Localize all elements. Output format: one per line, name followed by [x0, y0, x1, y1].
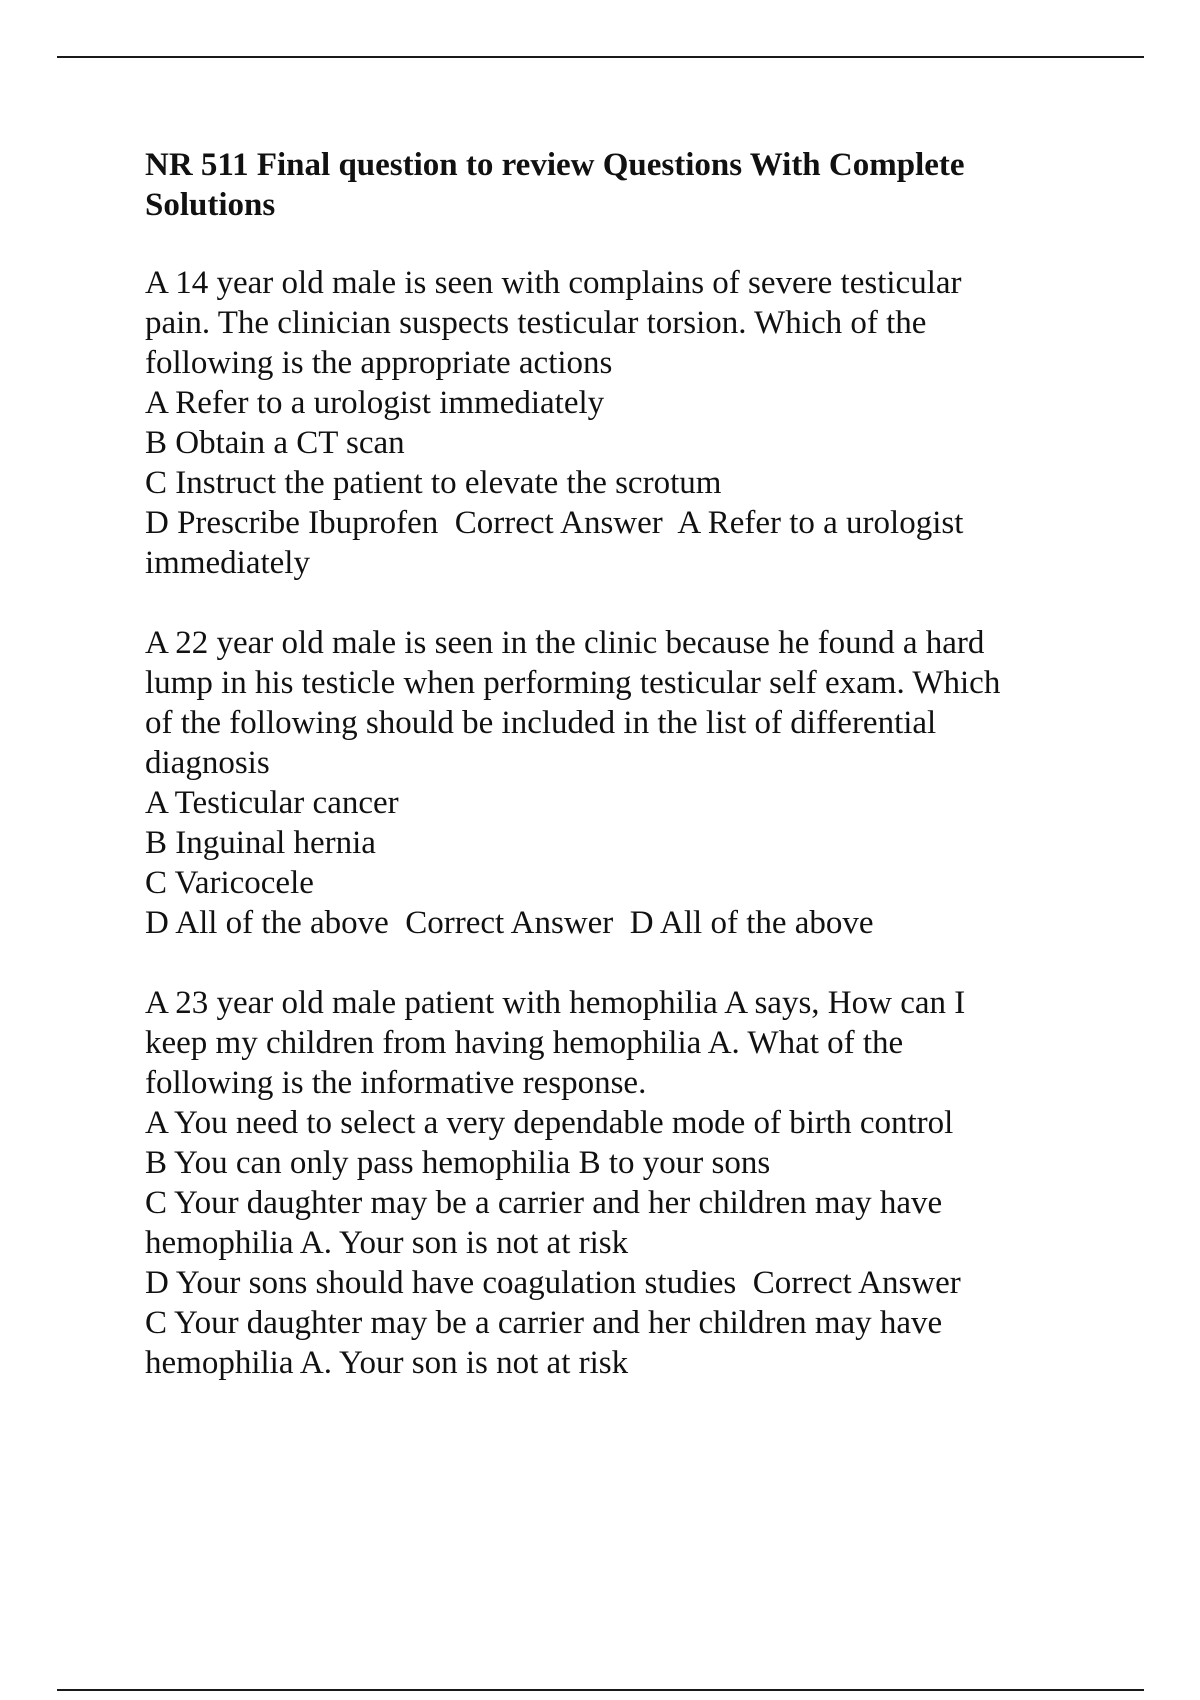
question-block-1 — [145, 263, 1105, 583]
question-3-option-a: A You need to select a very dependable mode of birth control — [145, 1105, 954, 1141]
title-line: NR 511 Final question to review Questions With Complete — [145, 147, 965, 183]
question-3-option-c: C Your daughter may be a carrier and her children may have — [145, 1185, 943, 1221]
question-2-option-d-and-answer: D All of the above Correct Answer D All of the above — [145, 905, 874, 941]
question-2-option-b: B Inguinal hernia — [145, 825, 376, 861]
question-1-option-a: A Refer to a urologist immediately — [145, 385, 605, 421]
question-1-line: pain. The clinician suspects testicular torsion. Which of the — [145, 305, 927, 341]
question-3-option-c-continued: hemophilia A. Your son is not at risk — [145, 1225, 629, 1261]
question-1-option-b: B Obtain a CT scan — [145, 425, 405, 461]
footer-rule — [57, 1689, 1144, 1691]
question-3-option-d-and-answer: D Your sons should have coagulation studies Correct Answer — [145, 1265, 961, 1301]
question-2-line: A 22 year old male is seen in the clinic because he found a hard — [145, 625, 985, 661]
question-3-option-b: B You can only pass hemophilia B to your sons — [145, 1145, 771, 1181]
question-block-3 — [145, 983, 1105, 1383]
question-3-line: A 23 year old male patient with hemophilia A says, How can I — [145, 985, 966, 1021]
question-3-line: keep my children from having hemophilia A. What of the — [145, 1025, 904, 1061]
question-2-line: lump in his testicle when performing testicular self exam. Which — [145, 665, 1001, 701]
question-block-2 — [145, 623, 1105, 943]
question-2-line: diagnosis — [145, 745, 270, 781]
question-2-option-a: A Testicular cancer — [145, 785, 399, 821]
question-3-answer-continued: hemophilia A. Your son is not at risk — [145, 1345, 629, 1381]
header-rule — [57, 56, 1144, 58]
document-body — [145, 145, 1105, 1423]
question-3-answer-continued: C Your daughter may be a carrier and her children may have — [145, 1305, 943, 1341]
question-2-line: of the following should be included in the list of differential — [145, 705, 937, 741]
document-title — [145, 145, 1105, 225]
question-1-option-c: C Instruct the patient to elevate the scrotum — [145, 465, 722, 501]
question-1-option-d-and-answer: D Prescribe Ibuprofen Correct Answer A Refer to a urologist — [145, 505, 964, 541]
question-1-line: A 14 year old male is seen with complains of severe testicular — [145, 265, 962, 301]
question-1-answer-continued: immediately — [145, 545, 310, 581]
title-line: Solutions — [145, 187, 276, 223]
question-1-line: following is the appropriate actions — [145, 345, 613, 381]
question-3-line: following is the informative response. — [145, 1065, 647, 1101]
question-2-option-c: C Varicocele — [145, 865, 314, 901]
